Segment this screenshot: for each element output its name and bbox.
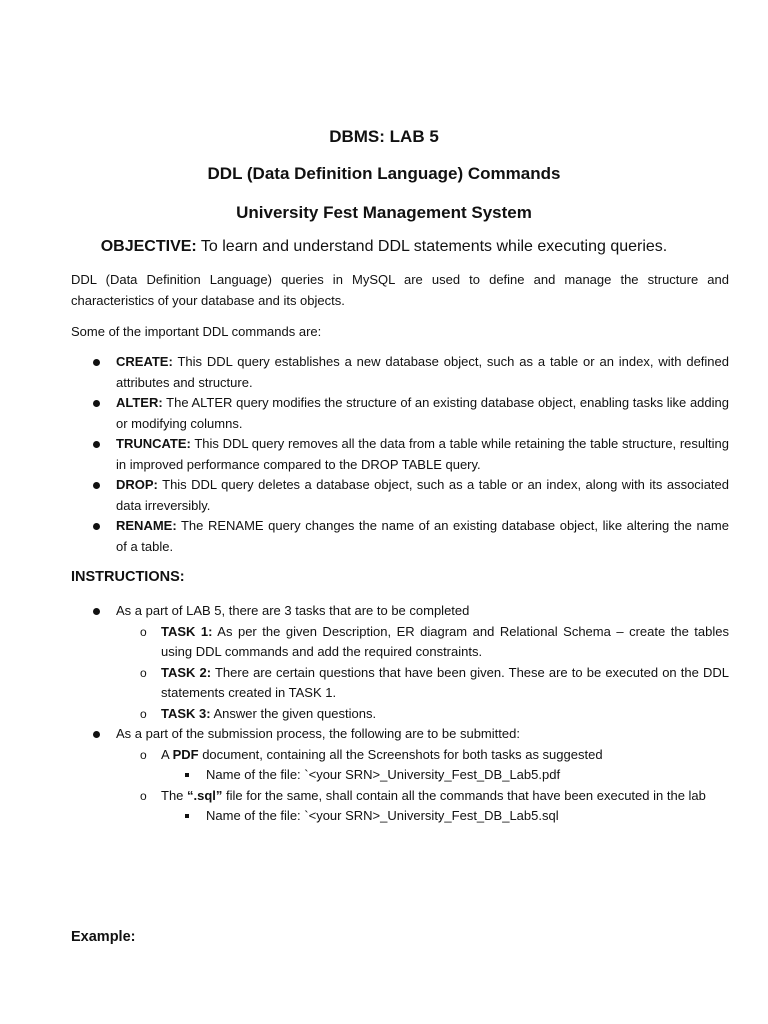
instructions-list bbox=[71, 601, 729, 827]
instruction-text: As a part of LAB 5, there are 3 tasks that are to be completed bbox=[116, 603, 470, 618]
square-bullet-icon bbox=[185, 773, 189, 777]
circle-bullet-icon: o bbox=[140, 706, 147, 721]
bullet-icon bbox=[93, 482, 100, 489]
document-title: DBMS: LAB 5 bbox=[329, 127, 439, 146]
filename-item bbox=[161, 806, 729, 827]
task-label: TASK 3: bbox=[161, 705, 211, 721]
submission-item bbox=[116, 786, 729, 827]
example-heading: Example: bbox=[71, 929, 136, 945]
submission-prefix: The bbox=[161, 787, 188, 803]
list-item bbox=[71, 352, 729, 393]
submission-list bbox=[116, 745, 729, 827]
filename-text: Name of the file: `<your SRN>_University_Fest_DB_Lab5.pdf bbox=[206, 767, 561, 782]
list-item bbox=[71, 601, 729, 724]
instructions-heading: INSTRUCTIONS: bbox=[71, 569, 185, 585]
circle-bullet-icon: o bbox=[140, 788, 147, 803]
command-description: This DDL query removes all the data from a table while retaining the table structure, resulting in improved performance compared to the DROP TABLE query. bbox=[116, 436, 729, 472]
objective-text: To learn and understand DDL statements while executing queries. bbox=[196, 238, 668, 255]
objective-line bbox=[0, 238, 768, 256]
list-item bbox=[71, 434, 729, 475]
command-description: The RENAME query changes the name of an existing database object, like altering the name of a table. bbox=[116, 518, 729, 554]
circle-bullet-icon: o bbox=[140, 665, 147, 680]
task-list bbox=[116, 622, 729, 725]
filename-text: Name of the file: `<your SRN>_University_Fest_DB_Lab5.sql bbox=[206, 808, 559, 823]
command-name: DROP: bbox=[116, 477, 158, 492]
task-label: TASK 1: bbox=[161, 623, 213, 639]
bullet-icon bbox=[93, 441, 100, 448]
submission-description: file for the same, shall contain all the commands that have been executed in the lab bbox=[222, 787, 706, 803]
task-text: As per the given Description, ER diagram and Relational Schema – create the tables using DDL commands and add the required constraints. bbox=[161, 623, 729, 659]
list-item bbox=[71, 475, 729, 516]
task-text: Answer the given questions. bbox=[210, 705, 377, 721]
list-intro: Some of the important DDL commands are: bbox=[71, 324, 322, 339]
task-text: There are certain questions that have been given. These are to be executed on the DDL statements created in TASK 1. bbox=[161, 664, 729, 700]
submission-format: “.sql” bbox=[187, 787, 223, 803]
square-bullet-icon bbox=[185, 814, 189, 818]
bullet-icon bbox=[93, 400, 100, 407]
system-title: University Fest Management System bbox=[236, 203, 532, 222]
command-name: RENAME: bbox=[116, 518, 177, 533]
instruction-text: As a part of the submission process, the following are to be submitted: bbox=[116, 726, 520, 741]
task-label: TASK 2: bbox=[161, 664, 212, 680]
submission-format: PDF bbox=[172, 746, 199, 762]
filename-list bbox=[161, 765, 729, 786]
objective-label: OBJECTIVE: bbox=[100, 238, 197, 255]
intro-paragraph: DDL (Data Definition Language) queries in MySQL are used to define and manage the structure and characteristics of your database and its objects. bbox=[71, 272, 729, 308]
bullet-icon bbox=[93, 608, 100, 615]
ddl-command-list bbox=[71, 352, 729, 557]
submission-item bbox=[116, 745, 729, 786]
command-description: This DDL query deletes a database object, such as a table or an index, along with its associated data irreversibly. bbox=[116, 477, 729, 513]
command-name: ALTER: bbox=[116, 395, 163, 410]
submission-description: document, containing all the Screenshots for both tasks as suggested bbox=[198, 746, 603, 762]
bullet-icon bbox=[93, 731, 100, 738]
task-item bbox=[116, 663, 729, 704]
command-name: TRUNCATE: bbox=[116, 436, 191, 451]
list-item bbox=[71, 516, 729, 557]
task-item bbox=[116, 704, 729, 725]
command-description: The ALTER query modifies the structure of an existing database object, enabling tasks like adding or modifying columns. bbox=[116, 395, 729, 431]
filename-item bbox=[161, 765, 729, 786]
circle-bullet-icon: o bbox=[140, 747, 147, 762]
submission-prefix: A bbox=[161, 746, 173, 762]
bullet-icon bbox=[93, 359, 100, 366]
command-name: CREATE: bbox=[116, 354, 173, 369]
bullet-icon bbox=[93, 523, 100, 530]
list-item bbox=[71, 724, 729, 827]
command-description: This DDL query establishes a new database object, such as a table or an index, with defined attributes and structure. bbox=[116, 354, 729, 390]
filename-list bbox=[161, 806, 729, 827]
circle-bullet-icon: o bbox=[140, 624, 147, 639]
task-item bbox=[116, 622, 729, 663]
list-item bbox=[71, 393, 729, 434]
document-subtitle: DDL (Data Definition Language) Commands bbox=[207, 164, 561, 183]
